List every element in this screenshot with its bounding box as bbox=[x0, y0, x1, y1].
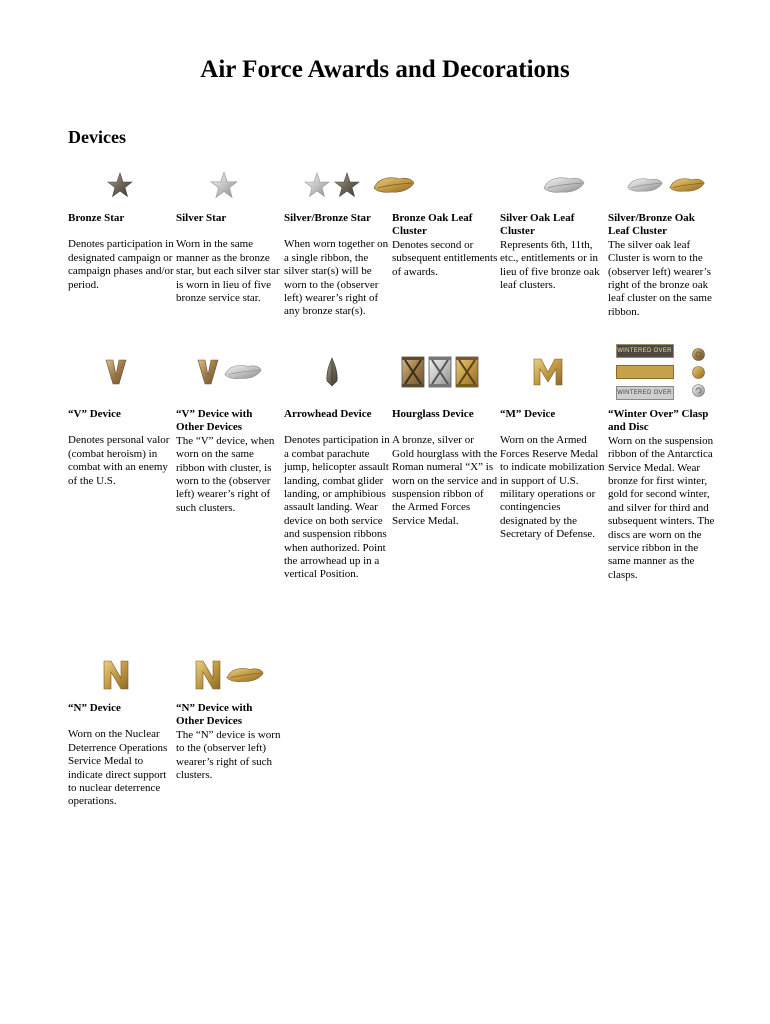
device-description: Worn on the Armed Forces Reserve Medal to indicate mobilization in support of U.S. military operations or contingencies designated by the Secretary of Defense. bbox=[500, 434, 605, 541]
winter-over-clasp-icon bbox=[608, 348, 712, 396]
device-entry bbox=[68, 212, 174, 292]
section-heading: Devices bbox=[68, 127, 126, 147]
device-entry bbox=[392, 212, 498, 279]
device-description: Worn in the same manner as the bronze star, but each silver star is worn in lieu of five bronze service star. bbox=[176, 238, 280, 305]
device-entry bbox=[176, 408, 282, 515]
device-description: Denotes participation in a combat parachute jump, helicopter assault landing, combat glider landing, or amphibious assault landing. Wear device on both service and suspension ribbons when authorized. Point the arrowhead up in a vertical Position. bbox=[284, 434, 390, 581]
device-description: Denotes participation in designated campaign or campaign phases and/or period. bbox=[68, 238, 174, 291]
bronze-oak-leaf-icon bbox=[344, 165, 444, 205]
device-description: Worn on the suspension ribbon of the Antarctica Service Medal. Wear bronze for first winter, gold for second winter, and silver for third and subsequent winters. The discs are worn on the service ribbon in the same manner as the clasps. bbox=[608, 434, 715, 581]
device-description: Denotes personal valor (combat heroism) in combat with an enemy of the U.S. bbox=[68, 434, 170, 487]
device-entry bbox=[500, 212, 606, 292]
device-description: The silver oak leaf Cluster is worn to the (observer left) wearer’s right of the bronze oak leaf cluster on the same ribbon. bbox=[608, 238, 712, 318]
device-entry bbox=[608, 212, 716, 319]
device-entry bbox=[68, 408, 174, 488]
device-entry bbox=[68, 702, 174, 809]
device-name: “M” Device bbox=[500, 408, 556, 420]
winter-over-clasp-bronze: WINTERED OVER bbox=[616, 344, 674, 358]
device-description: The “N” device is worn to the (observer left) wearer’s right of such clusters. bbox=[176, 728, 281, 782]
bronze-star-icon bbox=[66, 165, 174, 205]
silver-oak-leaf-icon bbox=[510, 165, 618, 205]
device-name: “V” Device bbox=[68, 408, 121, 420]
device-entry bbox=[608, 408, 716, 582]
silver-bronze-oak-leaf-icon bbox=[612, 165, 720, 205]
winter-over-clasp-gold bbox=[616, 365, 674, 379]
disc-bronze-icon bbox=[692, 348, 705, 361]
hourglass-icon bbox=[386, 352, 494, 392]
arrowhead-icon bbox=[278, 352, 386, 392]
device-entry bbox=[500, 408, 606, 542]
device-name: “Winter Over” Clasp and Disc bbox=[608, 408, 709, 434]
device-name: Arrowhead Device bbox=[284, 408, 372, 420]
device-name: Silver Oak Leaf Cluster bbox=[500, 212, 575, 238]
device-description: The “V” device, when worn on the same ribbon with cluster, is worn to the (observer left) wearer’s right of such clusters. bbox=[176, 434, 275, 514]
device-entry bbox=[176, 702, 282, 782]
device-name: Bronze Star bbox=[68, 212, 125, 224]
device-name: Hourglass Device bbox=[392, 408, 474, 420]
device-entry bbox=[392, 408, 498, 528]
page-title: Air Force Awards and Decorations bbox=[200, 56, 570, 83]
device-description: Worn on the Nuclear Deterrence Operations Service Medal to indicate direct support to nuclear deterrence operations. bbox=[68, 728, 168, 808]
device-name: Silver/Bronze Oak Leaf Cluster bbox=[608, 212, 695, 238]
n-device-with-leaf-icon bbox=[176, 655, 284, 695]
v-device-icon bbox=[62, 352, 170, 392]
device-entry bbox=[284, 408, 390, 582]
disc-silver-icon bbox=[692, 384, 705, 397]
device-name: “N” Device bbox=[68, 702, 121, 714]
device-name: “V” Device with Other Devices bbox=[176, 408, 253, 434]
n-device-icon bbox=[62, 655, 170, 695]
disc-gold-icon bbox=[692, 366, 705, 379]
device-name: Silver Star bbox=[176, 212, 227, 224]
device-entry bbox=[176, 212, 282, 305]
device-name: Bronze Oak Leaf Cluster bbox=[392, 212, 473, 238]
winter-over-clasp-silver: WINTERED OVER bbox=[616, 386, 674, 400]
device-description: Denotes second or subsequent entitlements of awards. bbox=[392, 238, 498, 278]
m-device-icon bbox=[494, 352, 602, 392]
silver-star-icon bbox=[170, 165, 278, 205]
v-device-with-leaf-icon bbox=[176, 352, 284, 392]
device-entry bbox=[284, 212, 390, 319]
device-description: When worn together on a single ribbon, the silver star(s) will be worn to the (observer left) wearer’s right of any bronze star(s). bbox=[284, 238, 389, 318]
device-description: A bronze, silver or Gold hourglass with the Roman numeral “X” is worn on the service and suspension ribbon of the Armed Forces Service Medal. bbox=[392, 434, 498, 527]
device-name: Silver/Bronze Star bbox=[284, 212, 371, 224]
device-description: Represents 6th, 11th, etc., entitlements or in lieu of five bronze oak leaf clusters. bbox=[500, 238, 600, 292]
device-name: “N” Device with Other Devices bbox=[176, 702, 253, 728]
